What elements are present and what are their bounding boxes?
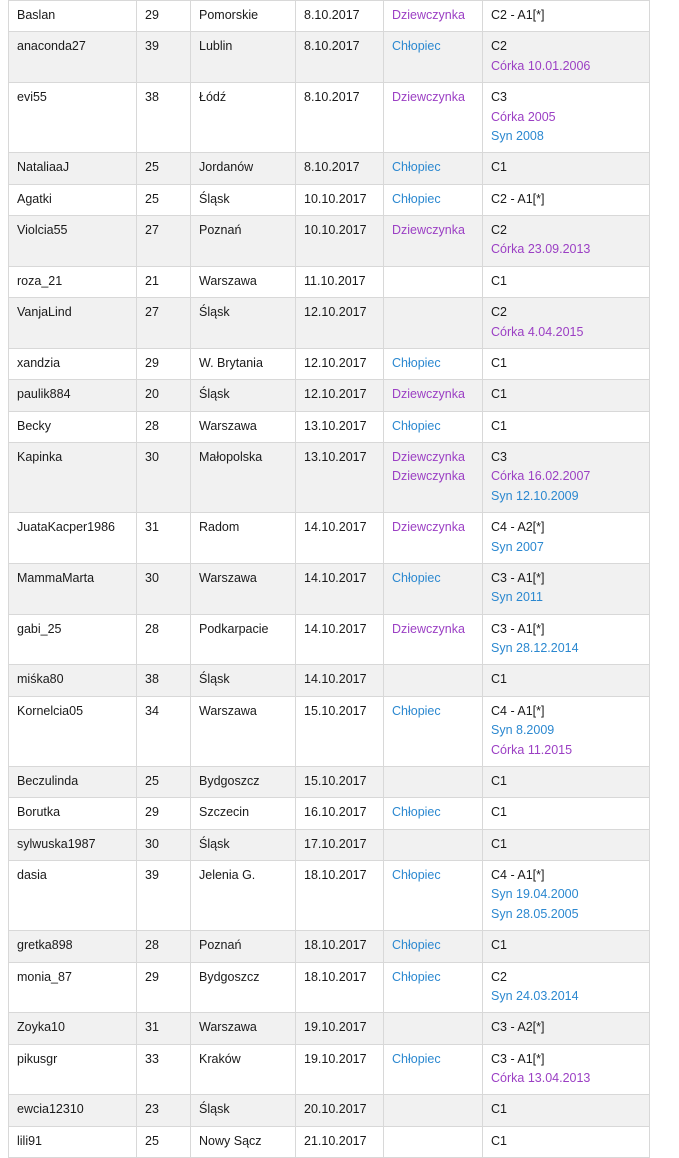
cell-date: 8.10.2017 (296, 83, 384, 153)
cell-age: 38 (137, 83, 191, 153)
cell-date: 18.10.2017 (296, 861, 384, 931)
cell-city: Szczecin (191, 798, 296, 829)
cell-date: 16.10.2017 (296, 798, 384, 829)
info-child-boy: Syn 24.03.2014 (491, 988, 579, 1003)
info-code: C3 - A1[*] (491, 570, 545, 585)
cell-city: Kraków (191, 1044, 296, 1095)
info-child-girl: Córka 11.2015 (491, 742, 573, 757)
table-row[interactable] (9, 216, 650, 267)
cell-info (483, 32, 650, 83)
cell-date: 12.10.2017 (296, 380, 384, 411)
cell-age: 30 (137, 563, 191, 614)
cell-age: 29 (137, 798, 191, 829)
info-code: C1 (491, 1133, 507, 1148)
cell-gender (384, 798, 483, 829)
gender-label-boy: Chłopiec (392, 703, 441, 718)
cell-info (483, 1013, 650, 1044)
cell-info (483, 348, 650, 379)
cell-gender (384, 665, 483, 696)
gender-label-boy: Chłopiec (392, 418, 441, 433)
cell-username: Agatki (9, 184, 137, 215)
cell-age: 27 (137, 298, 191, 349)
gender-label-boy: Chłopiec (392, 191, 441, 206)
cell-date: 18.10.2017 (296, 962, 384, 1013)
table-row[interactable] (9, 696, 650, 766)
info-code: C1 (491, 938, 507, 953)
table-row[interactable] (9, 931, 650, 962)
cell-date: 15.10.2017 (296, 696, 384, 766)
info-code: C2 (491, 223, 507, 237)
cell-age: 29 (137, 962, 191, 1013)
cell-gender (384, 83, 483, 153)
info-child-girl: Córka 23.09.2013 (491, 242, 591, 257)
table-row[interactable] (9, 32, 650, 83)
cell-city: Śląsk (191, 829, 296, 860)
cell-date: 19.10.2017 (296, 1013, 384, 1044)
cell-username: VanjaLind (9, 298, 137, 349)
cell-username: NataliaaJ (9, 153, 137, 184)
cell-age: 25 (137, 153, 191, 184)
cell-date: 8.10.2017 (296, 153, 384, 184)
table-row[interactable] (9, 614, 650, 665)
cell-date: 21.10.2017 (296, 1126, 384, 1157)
cell-gender (384, 931, 483, 962)
table-row[interactable] (9, 443, 650, 513)
cell-date: 14.10.2017 (296, 563, 384, 614)
cell-date: 19.10.2017 (296, 1044, 384, 1095)
cell-age: 27 (137, 216, 191, 267)
cell-username: Violcia55 (9, 216, 137, 267)
cell-info (483, 766, 650, 797)
cell-username: Borutka (9, 798, 137, 829)
cell-username: ewcia12310 (9, 1095, 137, 1126)
cell-city: Nowy Sącz (191, 1126, 296, 1157)
table-row[interactable] (9, 184, 650, 215)
cell-gender (384, 513, 483, 564)
info-code: C1 (491, 1102, 507, 1117)
info-code: C4 - A2[*] (491, 520, 545, 535)
cell-info (483, 696, 650, 766)
cell-username: gretka898 (9, 931, 137, 962)
cell-username: MammaMarta (9, 563, 137, 614)
cell-city: W. Brytania (191, 348, 296, 379)
cell-date: 18.10.2017 (296, 931, 384, 962)
info-code: C2 (491, 39, 507, 54)
cell-gender (384, 298, 483, 349)
cell-info (483, 153, 650, 184)
cell-username: roza_21 (9, 266, 137, 297)
cell-info (483, 298, 650, 349)
info-code: C3 - A1[*] (491, 621, 545, 636)
cell-gender (384, 563, 483, 614)
table-body (9, 1, 650, 1158)
cell-gender (384, 216, 483, 267)
cell-username: pikusgr (9, 1044, 137, 1095)
cell-age: 21 (137, 266, 191, 297)
cell-gender (384, 380, 483, 411)
info-code: C1 (491, 805, 507, 820)
cell-age: 39 (137, 32, 191, 83)
table-row[interactable] (9, 563, 650, 614)
info-code: C2 (491, 305, 507, 320)
cell-info (483, 1, 650, 32)
gender-label-boy: Chłopiec (392, 570, 441, 585)
cell-username: Kapinka (9, 443, 137, 513)
cell-username: Zoyka10 (9, 1013, 137, 1044)
cell-username: Baslan (9, 1, 137, 32)
cell-age: 31 (137, 1013, 191, 1044)
cell-info (483, 614, 650, 665)
cell-city: Śląsk (191, 380, 296, 411)
gender-label-boy: Chłopiec (392, 805, 441, 820)
cell-age: 39 (137, 861, 191, 931)
info-child-boy: Syn 2011 (491, 590, 543, 605)
pregnancy-listing-table (8, 0, 650, 1158)
cell-date: 12.10.2017 (296, 348, 384, 379)
cell-info (483, 1095, 650, 1126)
table-row[interactable] (9, 266, 650, 297)
cell-city: Łódź (191, 83, 296, 153)
cell-gender (384, 1126, 483, 1157)
cell-gender (384, 184, 483, 215)
info-code: C4 - A1[*] (491, 703, 545, 718)
cell-username: Kornelcia05 (9, 696, 137, 766)
table-row[interactable] (9, 1013, 650, 1044)
cell-username: monia_87 (9, 962, 137, 1013)
cell-city: Lublin (191, 32, 296, 83)
info-code: C3 - A2[*] (491, 1020, 545, 1035)
cell-gender (384, 696, 483, 766)
cell-date: 14.10.2017 (296, 513, 384, 564)
cell-date: 8.10.2017 (296, 1, 384, 32)
info-child-girl: Córka 13.04.2013 (491, 1071, 591, 1085)
table-row[interactable] (9, 766, 650, 797)
cell-age: 29 (137, 348, 191, 379)
table-row[interactable] (9, 513, 650, 564)
cell-gender (384, 614, 483, 665)
gender-label-girl: Dziewczynka (392, 8, 465, 22)
info-code: C1 (491, 836, 507, 851)
table-row[interactable] (9, 829, 650, 860)
cell-gender (384, 153, 483, 184)
cell-username: miśka80 (9, 665, 137, 696)
cell-age: 29 (137, 1, 191, 32)
gender-label-boy: Chłopiec (392, 39, 441, 54)
cell-info (483, 83, 650, 153)
cell-age: 25 (137, 766, 191, 797)
cell-city: Śląsk (191, 665, 296, 696)
cell-date: 20.10.2017 (296, 1095, 384, 1126)
cell-city: Poznań (191, 931, 296, 962)
cell-age: 20 (137, 380, 191, 411)
cell-username: sylwuska1987 (9, 829, 137, 860)
table-row[interactable] (9, 348, 650, 379)
info-code: C2 - A1[*] (491, 191, 545, 206)
cell-info (483, 216, 650, 267)
cell-info (483, 665, 650, 696)
cell-city: Bydgoszcz (191, 766, 296, 797)
cell-age: 25 (137, 1126, 191, 1157)
info-code: C1 (491, 418, 507, 433)
info-code: C2 (491, 969, 507, 984)
cell-date: 17.10.2017 (296, 829, 384, 860)
table-row[interactable] (9, 1044, 650, 1095)
info-child-boy: Syn 19.04.2000 (491, 887, 579, 902)
cell-city: Warszawa (191, 1013, 296, 1044)
cell-age: 30 (137, 829, 191, 860)
cell-city: Warszawa (191, 411, 296, 442)
cell-username: lili91 (9, 1126, 137, 1157)
info-code: C3 - A1[*] (491, 1051, 545, 1066)
table-row[interactable] (9, 153, 650, 184)
cell-info (483, 266, 650, 297)
cell-info (483, 563, 650, 614)
table-row[interactable] (9, 1, 650, 32)
cell-date: 13.10.2017 (296, 411, 384, 442)
gender-label-girl: Dziewczynka (392, 520, 465, 535)
cell-info (483, 411, 650, 442)
cell-gender (384, 766, 483, 797)
cell-city: Pomorskie (191, 1, 296, 32)
gender-label-girl: Dziewczynka (392, 621, 465, 636)
cell-info (483, 962, 650, 1013)
cell-gender (384, 962, 483, 1013)
cell-username: paulik884 (9, 380, 137, 411)
table-row[interactable] (9, 298, 650, 349)
cell-age: 28 (137, 411, 191, 442)
cell-gender (384, 1095, 483, 1126)
cell-username: evi55 (9, 83, 137, 153)
cell-city: Jelenia G. (191, 861, 296, 931)
info-code: C2 - A1[*] (491, 8, 545, 22)
gender-label-girl: Dziewczynka (392, 223, 465, 237)
cell-info (483, 1126, 650, 1157)
cell-gender (384, 829, 483, 860)
cell-gender (384, 861, 483, 931)
cell-info (483, 513, 650, 564)
cell-info (483, 1044, 650, 1095)
cell-gender (384, 443, 483, 513)
cell-gender (384, 266, 483, 297)
cell-city: Podkarpacie (191, 614, 296, 665)
cell-city: Warszawa (191, 563, 296, 614)
cell-info (483, 829, 650, 860)
info-child-boy: Syn 8.2009 (491, 723, 555, 738)
gender-label-girl: Dziewczynka (392, 450, 465, 464)
info-child-boy: Syn 12.10.2009 (491, 488, 579, 503)
cell-gender (384, 348, 483, 379)
info-code: C1 (491, 160, 507, 175)
cell-city: Poznań (191, 216, 296, 267)
cell-age: 30 (137, 443, 191, 513)
cell-username: Becky (9, 411, 137, 442)
cell-username: Beczulinda (9, 766, 137, 797)
cell-date: 8.10.2017 (296, 32, 384, 83)
cell-info (483, 861, 650, 931)
info-child-boy: Syn 28.12.2014 (491, 641, 579, 655)
cell-info (483, 931, 650, 962)
gender-label-boy: Chłopiec (392, 969, 441, 984)
info-child-girl: Córka 2005 (491, 109, 556, 124)
cell-username: JuataKacper1986 (9, 513, 137, 564)
cell-info (483, 443, 650, 513)
gender-label-boy: Chłopiec (392, 160, 441, 175)
gender-label-boy: Chłopiec (392, 868, 441, 882)
cell-city: Śląsk (191, 298, 296, 349)
cell-info (483, 380, 650, 411)
info-child-girl: Córka 4.04.2015 (491, 324, 584, 339)
cell-city: Małopolska (191, 443, 296, 513)
cell-gender (384, 32, 483, 83)
cell-age: 38 (137, 665, 191, 696)
gender-label-boy: Chłopiec (392, 1051, 441, 1066)
cell-date: 14.10.2017 (296, 614, 384, 665)
info-code: C1 (491, 773, 507, 788)
gender-label-boy: Chłopiec (392, 355, 441, 370)
cell-age: 31 (137, 513, 191, 564)
cell-age: 28 (137, 931, 191, 962)
info-code: C3 (491, 90, 507, 105)
cell-username: anaconda27 (9, 32, 137, 83)
gender-label-girl: Dziewczynka (392, 469, 465, 484)
cell-info (483, 184, 650, 215)
cell-date: 11.10.2017 (296, 266, 384, 297)
cell-age: 33 (137, 1044, 191, 1095)
cell-date: 13.10.2017 (296, 443, 384, 513)
table-row[interactable] (9, 1126, 650, 1157)
table-row[interactable] (9, 861, 650, 931)
cell-city: Bydgoszcz (191, 962, 296, 1013)
cell-gender (384, 411, 483, 442)
info-child-girl: Córka 10.01.2006 (491, 58, 591, 73)
cell-info (483, 798, 650, 829)
cell-username: xandzia (9, 348, 137, 379)
cell-date: 10.10.2017 (296, 184, 384, 215)
info-child-boy: Syn 28.05.2005 (491, 906, 579, 921)
cell-date: 15.10.2017 (296, 766, 384, 797)
cell-age: 28 (137, 614, 191, 665)
gender-label-boy: Chłopiec (392, 938, 441, 953)
cell-gender (384, 1044, 483, 1095)
table-row[interactable] (9, 1095, 650, 1126)
cell-age: 34 (137, 696, 191, 766)
cell-city: Jordanów (191, 153, 296, 184)
table-row[interactable] (9, 83, 650, 153)
cell-date: 14.10.2017 (296, 665, 384, 696)
table-row[interactable] (9, 665, 650, 696)
table-row[interactable] (9, 962, 650, 1013)
info-code: C3 (491, 450, 507, 464)
pregnancy-listing-table-container (8, 0, 649, 1158)
cell-city: Śląsk (191, 184, 296, 215)
cell-age: 23 (137, 1095, 191, 1126)
info-child-boy: Syn 2008 (491, 128, 544, 143)
info-code: C1 (491, 672, 507, 687)
cell-city: Warszawa (191, 696, 296, 766)
cell-date: 10.10.2017 (296, 216, 384, 267)
cell-city: Radom (191, 513, 296, 564)
table-row[interactable] (9, 798, 650, 829)
table-row[interactable] (9, 411, 650, 442)
info-code: C1 (491, 273, 507, 288)
cell-city: Śląsk (191, 1095, 296, 1126)
cell-date: 12.10.2017 (296, 298, 384, 349)
cell-username: gabi_25 (9, 614, 137, 665)
cell-gender (384, 1, 483, 32)
info-code: C4 - A1[*] (491, 868, 545, 882)
cell-city: Warszawa (191, 266, 296, 297)
gender-label-girl: Dziewczynka (392, 90, 465, 105)
cell-username: dasia (9, 861, 137, 931)
info-child-girl: Córka 16.02.2007 (491, 469, 591, 484)
cell-gender (384, 1013, 483, 1044)
info-child-boy: Syn 2007 (491, 539, 544, 554)
gender-label-girl: Dziewczynka (392, 387, 465, 402)
info-code: C1 (491, 355, 507, 370)
info-code: C1 (491, 387, 507, 402)
cell-age: 25 (137, 184, 191, 215)
table-row[interactable] (9, 380, 650, 411)
